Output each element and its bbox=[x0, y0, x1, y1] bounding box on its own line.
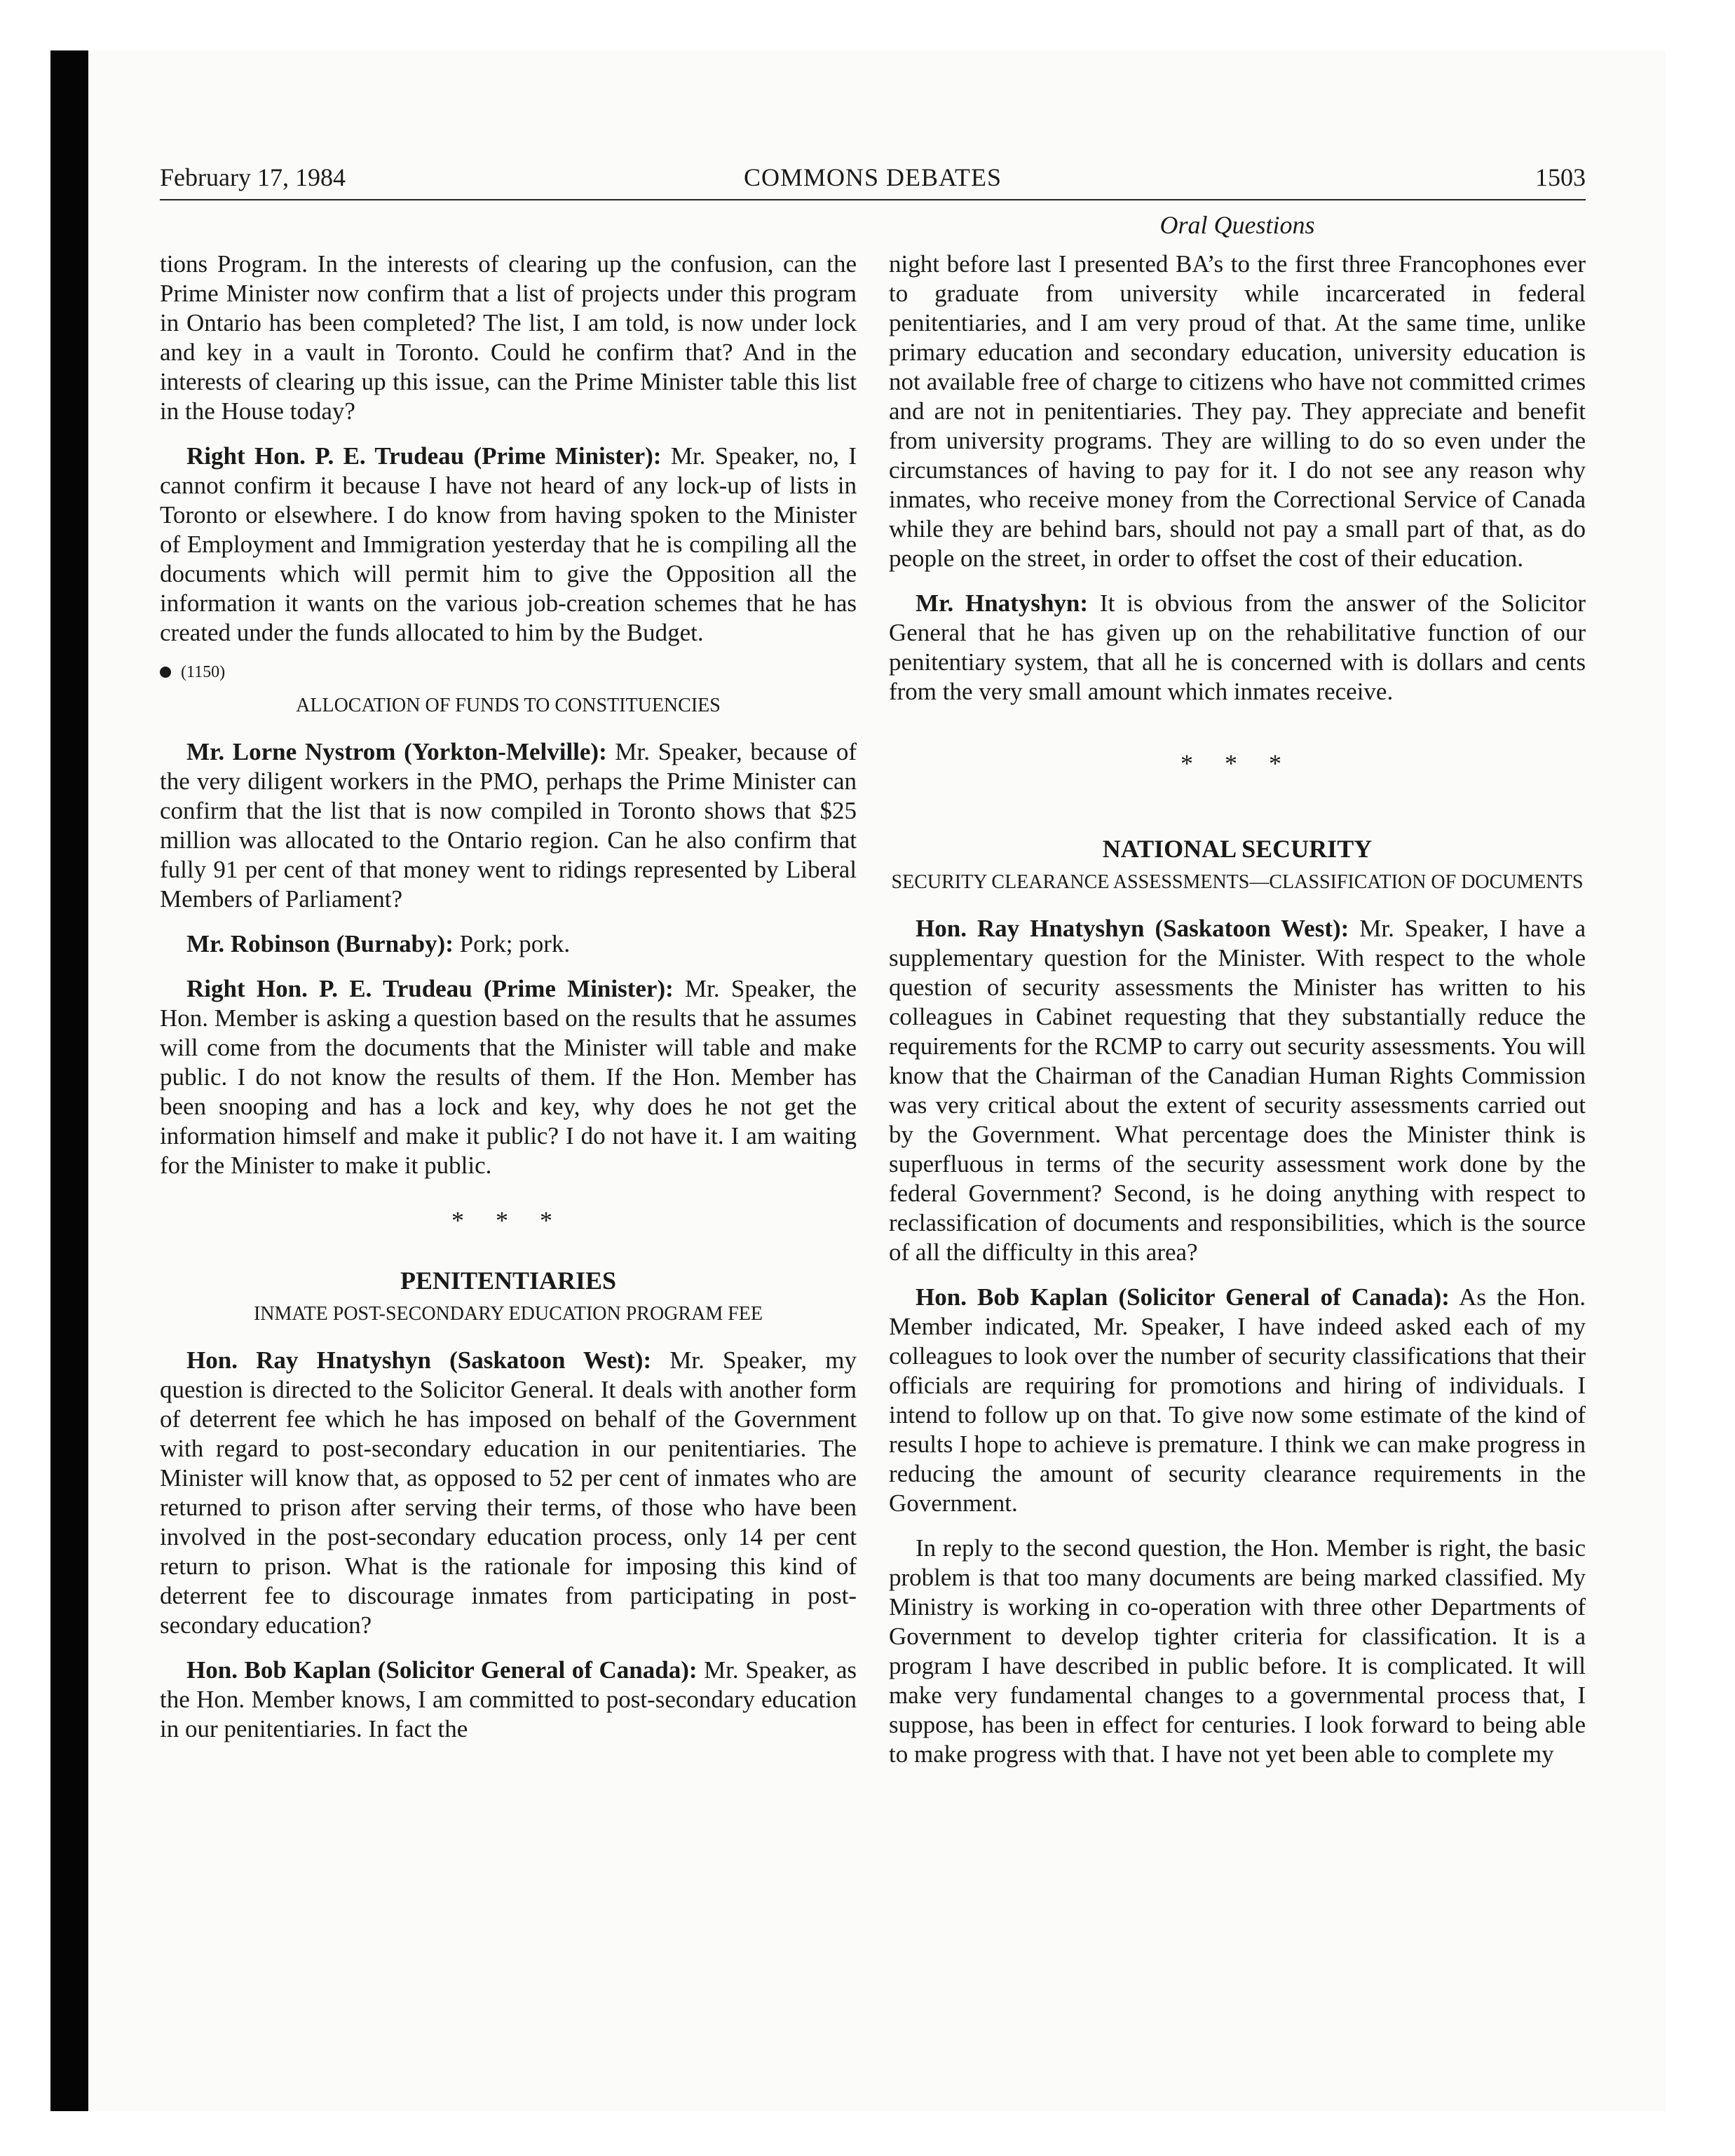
speech-text: Mr. Speaker, because of the very diligent workers in the PMO, perhaps the Prime Minister can confirm that the list that is now compiled in Toronto shows that $25 million was allocated to the Ontario region. Can he also confirm that fully 91 per cent of that money went to ridings represented by Liberal Members of Parliament? bbox=[160, 738, 857, 913]
page-number: 1503 bbox=[1535, 163, 1586, 191]
paragraph bbox=[889, 589, 1586, 707]
speech-text: Mr. Speaker, my question is directed to the Solicitor General. It deals with another form of deterrent fee which he has imposed on behalf of the Government with regard to post-secondary education in our penitentiaries. The Minister will know that, as opposed to 52 per cent of inmates who are returned to prison after serving their terms, of those who have been involved in the post-secondary education process, only 14 per cent return to prison. What is the rationale for imposing this kind of deterrent fee to discourage inmates from participating in post-secondary education? bbox=[160, 1346, 857, 1639]
page-header bbox=[160, 160, 1586, 200]
speaker-name: Hon. Bob Kaplan (Solicitor General of Canada): bbox=[916, 1283, 1450, 1311]
speaker-name: Right Hon. P. E. Trudeau (Prime Minister): bbox=[186, 975, 674, 1002]
speaker-name: Hon. Ray Hnatyshyn (Saskatoon West): bbox=[916, 915, 1349, 942]
left-column bbox=[160, 250, 857, 1744]
time-stamp: (1150) bbox=[181, 663, 226, 681]
paragraph bbox=[160, 929, 857, 959]
paragraph bbox=[889, 1283, 1586, 1518]
publication-title: COMMONS DEBATES bbox=[743, 163, 1002, 191]
speaker-name: Hon. Bob Kaplan (Solicitor General of Canada): bbox=[186, 1656, 698, 1684]
speaker-name: Mr. Lorne Nystrom (Yorkton-Melville): bbox=[186, 738, 607, 765]
scan-edge bbox=[50, 50, 88, 2111]
paragraph bbox=[160, 1346, 857, 1640]
section-separator: * * * bbox=[451, 1206, 565, 1234]
paragraph: In reply to the second question, the Hon. Member is right, the basic problem is that too many documents are being marked classified. My Ministry is working in co-operation with three other Departments of Government to develop tighter criteria for classification. It is a program I have described in public before. It is complicated. It will make very fundamental changes to a governmental process that, I suppose, has been in effect for centuries. I look forward to being able to make progress with that. I have not yet been able to complete my bbox=[889, 1534, 1586, 1768]
running-head: Oral Questions bbox=[1159, 211, 1315, 239]
paragraph bbox=[160, 442, 857, 648]
speech-text: Mr. Speaker, as the Hon. Member knows, I am committed to post-secondary education in our penitentiaries. In fact the bbox=[160, 1656, 857, 1742]
bullet-icon bbox=[160, 667, 171, 678]
paragraph bbox=[160, 737, 857, 914]
speaker-name: Right Hon. P. E. Trudeau (Prime Minister): bbox=[186, 442, 662, 470]
subsection-heading: INMATE POST-SECONDARY EDUCATION PROGRAM FEE bbox=[253, 1303, 763, 1325]
right-column bbox=[889, 250, 1586, 1769]
speech-text: Mr. Speaker, I have a supplementary question for the Minister. With respect to the whole question of security assessments the Minister has written to his colleagues in Cabinet requesting that they substantially reduce the requirements for the RCMP to carry out security assessments. You will know that the Chairman of the Canadian Human Rights Commission was very critical about the extent of security assessments carried out by the Government. What percentage does the Minister think is superfluous in terms of the security assessment work done by the federal Government? Second, is he doing anything with respect to reclassification of documents and responsibilities, which is the source of all the difficulty in this area? bbox=[889, 915, 1586, 1266]
time-marker bbox=[160, 657, 857, 687]
section-heading: NATIONAL SECURITY bbox=[1102, 835, 1373, 863]
speaker-name: Mr. Hnatyshyn: bbox=[916, 589, 1089, 617]
speech-text: As the Hon. Member indicated, Mr. Speaker, I have indeed asked each of my colleagues to look over the number of security classifications that their officials are requiring for promotions and hiring of individuals. I intend to follow up on that. To give now some estimate of the kind of results I hope to achieve is premature. I think we can make progress in reducing the amount of security clearance requirements in the Government. bbox=[889, 1283, 1586, 1517]
paragraph bbox=[889, 914, 1586, 1267]
speaker-name: Mr. Robinson (Burnaby): bbox=[186, 930, 454, 957]
section-separator: * * * bbox=[1181, 749, 1294, 777]
speech-text: Pork; pork. bbox=[453, 930, 571, 957]
paragraph: night before last I presented BA’s to the first three Francophones ever to graduate from university while incarcerated in federal penitentiaries, and I am very proud of that. At the same time, unlike primary education and secondary education, university education is not available free of charge to citizens who have not committed crimes and are not in penitentiaries. They pay. They appreciate and benefit from university programs. They are willing to do so even under the circumstances of having to pay for it. I do not see any reason why inmates, who receive money from the Correctional Service of Canada while they are behind bars, should not pay a small part of that, as do people on the street, in order to offset the cost of their education. bbox=[889, 250, 1586, 572]
speaker-name: Hon. Ray Hnatyshyn (Saskatoon West): bbox=[186, 1346, 652, 1374]
subsection-heading: SECURITY CLEARANCE ASSESSMENTS—CLASSIFICATION OF DOCUMENTS bbox=[891, 871, 1584, 893]
speech-text: Mr. Speaker, the Hon. Member is asking a question based on the results that he assumes will come from the documents that the Minister will table and make public. I do not know the results of them. If the Hon. Member has been snooping and has a lock and key, why does he not get the information himself and make it public? I do not have it. I am waiting for the Minister to make it public. bbox=[160, 975, 857, 1179]
subsection-heading: ALLOCATION OF FUNDS TO CONSTITUENCIES bbox=[296, 695, 721, 716]
section-heading: PENITENTIARIES bbox=[400, 1267, 617, 1295]
paragraph bbox=[160, 1656, 857, 1744]
header-date: February 17, 1984 bbox=[160, 163, 346, 191]
speech-text: It is obvious from the answer of the Solicitor General that he has given up on the rehabilitative function of our penitentiary system, that all he is concerned with is dollars and cents from the very small amount which inmates receive. bbox=[889, 589, 1586, 705]
speech-text: Mr. Speaker, no, I cannot confirm it because I have not heard of any lock-up of lists in Toronto or elsewhere. I do know from having spoken to the Minister of Employment and Immigration yesterday that he is compiling all the documents which will permit him to give the Opposition all the information it wants on the various job-creation schemes that he has created under the funds allocated to him by the Budget. bbox=[160, 442, 857, 646]
paragraph bbox=[160, 974, 857, 1180]
paragraph: tions Program. In the interests of clearing up the confusion, can the Prime Minister now confirm that a list of projects under this program in Ontario has been completed? The list, I am told, is now under lock and key in a vault in Toronto. Could he confirm that? And in the interests of clearing up this issue, can the Prime Minister table this list in the House today? bbox=[160, 250, 857, 425]
